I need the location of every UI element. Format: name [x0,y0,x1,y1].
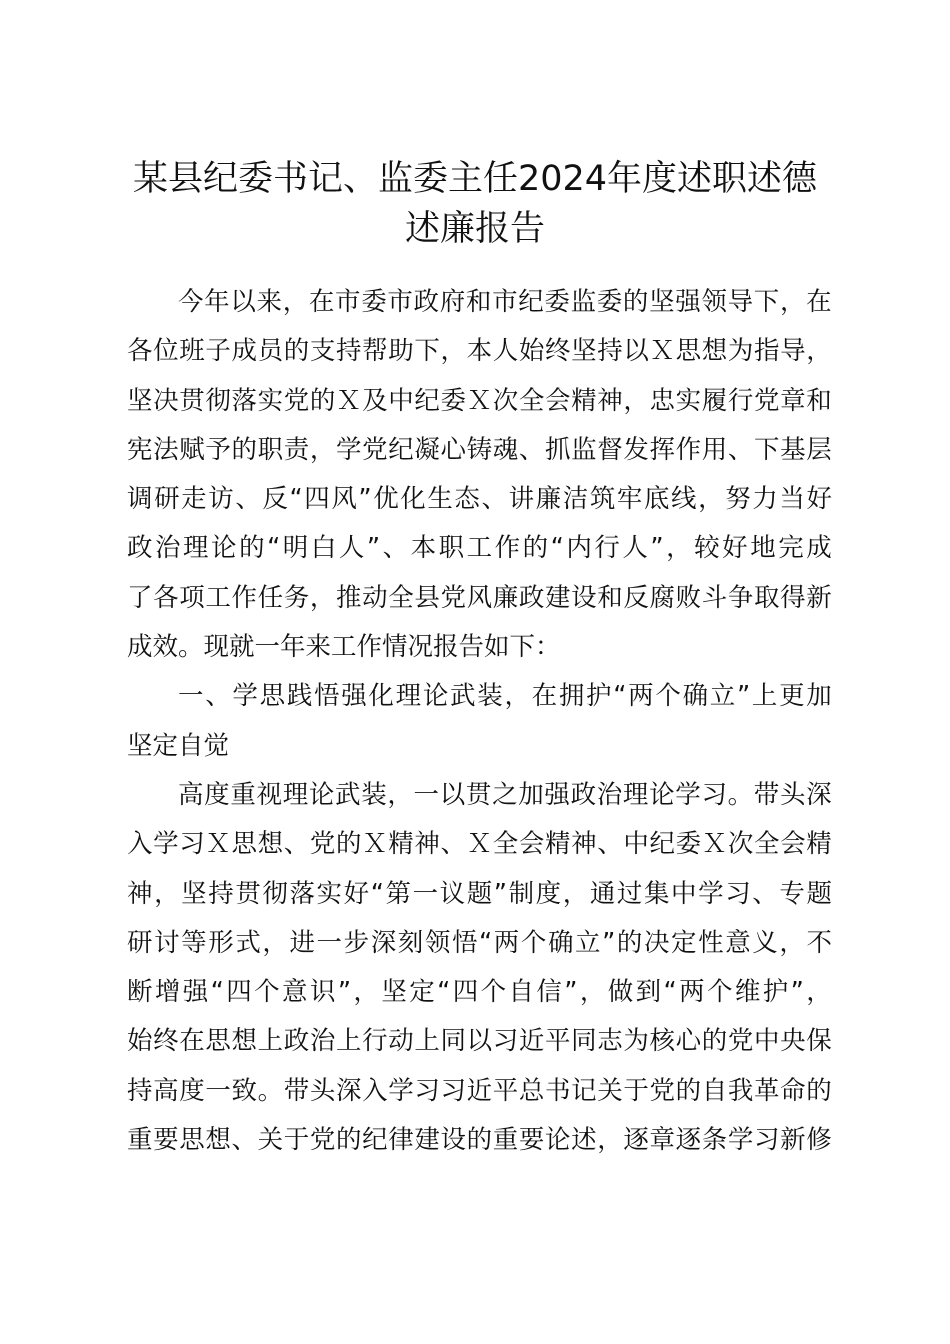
text-line: 重 要 思 想 、 关 于 党 的 纪 律 建 设 的 重 要 论 述 ， 逐 章 逐 条 学 习 新 修 [127,1125,832,1156]
title-line-1: 某县纪委书记、监委主任2024年度述职述德 [132,159,818,199]
text-line: 宪 法 赋 予 的 职 责 ， 学 党 纪 凝 心 铸 魂 、 抓 监 督 发 挥 作 用 、 下 基 层 [127,434,832,465]
text-line: 成效。现就一年来工作情况报告如下： [127,632,561,663]
text-line: 各 位 班 子 成 员 的 支 持 帮 助 下 ， 本 人 始 终 坚 持 以 Ｘ 思 想 为 指 导 ， [127,336,832,367]
text-line: 了 各 项 工 作 任 务 ， 推 动 全 县 党 风 廉 政 建 设 和 反 腐 败 斗 争 取 得 新 [127,582,832,613]
text-line: 政 治 理 论 的 “ 明 白 人 ” 、 本 职 工 作 的 “ 内 行 人 ” ， 较 好 地 完 成 [127,533,832,564]
text-line: 始 终 在 思 想 上 政 治 上 行 动 上 同 以 习 近 平 同 志 为 核 心 的 党 中 央 保 [127,1026,832,1057]
text-line: 研 讨 等 形 式 ， 进 一 步 深 刻 领 悟 “ 两 个 确 立 ” 的 决 定 性 意 义 ， 不 [127,927,832,958]
text-line: 入 学 习 Ｘ 思 想 、 党 的 Ｘ 精 神 、 Ｘ 全 会 精 神 、 中 纪 委 Ｘ 次 全 会 精 [127,829,832,860]
text-line: 调 研 走 访 、 反 “ 四 风 ” 优 化 生 态 、 讲 廉 洁 筑 牢 底 线 ， 努 力 当 好 [127,484,832,515]
section-heading-line: 一 、 学 思 践 悟 强 化 理 论 武 装 ， 在 拥 护 “ 两 个 确 立 ” 上 更 加 [178,681,832,712]
body-text [127,278,832,1165]
title-line-2: 述廉报告 [404,209,545,249]
section-heading-line: 坚定自觉 [127,730,230,761]
text-line: 神 ， 坚 持 贯 彻 落 实 好 “ 第 一 议 题 ” 制 度 ， 通 过 集 中 学 习 、 专 题 [127,878,832,909]
text-line: 坚 决 贯 彻 落 实 党 的 Ｘ 及 中 纪 委 Ｘ 次 全 会 精 神 ， 忠 实 履 行 党 章 和 [127,385,832,416]
text-line: 高 度 重 视 理 论 武 装 ， 一 以 贯 之 加 强 政 治 理 论 学 习 。 带 头 深 [178,779,832,810]
page-title [100,154,850,254]
text-line: 今 年 以 来 ， 在 市 委 市 政 府 和 市 纪 委 监 委 的 坚 强 领 导 下 ， 在 [178,287,832,317]
text-line: 持 高 度 一 致 。 带 头 深 入 学 习 习 近 平 总 书 记 关 于 党 的 自 我 革 命 的 [127,1075,832,1106]
text-line: 断 增 强 “ 四 个 意 识 ” ， 坚 定 “ 四 个 自 信 ” ， 做 到 “ 两 个 维 护 ” ， [127,977,832,1008]
